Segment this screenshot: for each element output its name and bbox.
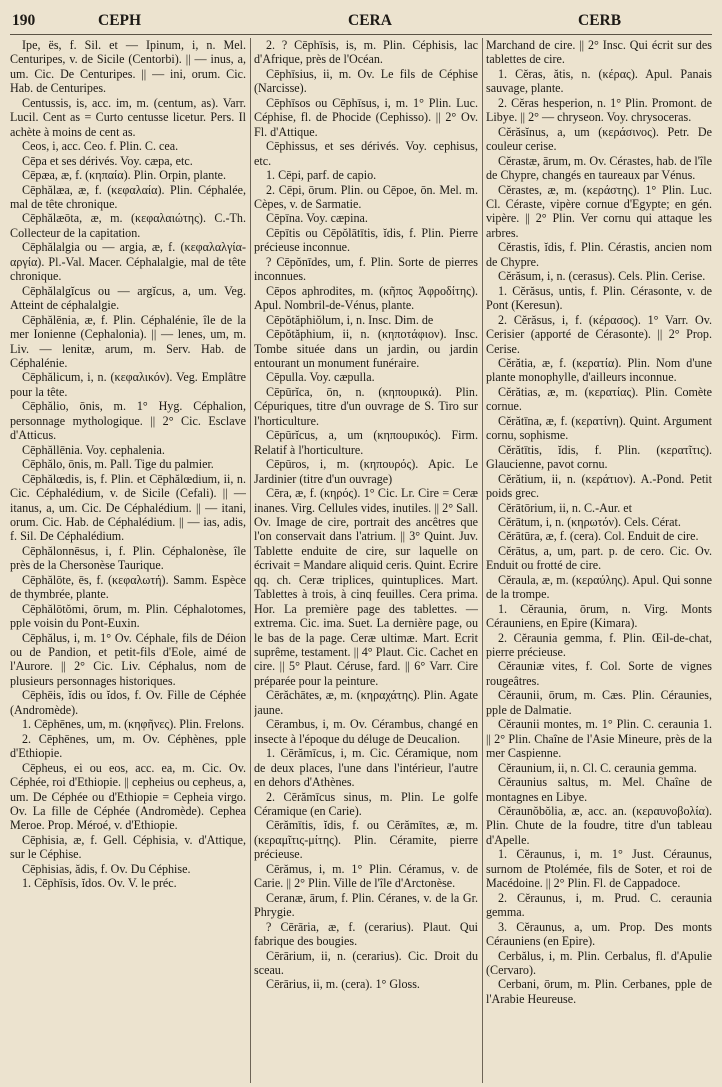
dictionary-entry: Cĕrātus, a, um, part. p. de cero. Cic. Ov. Enduit ou frotté de cire. [486,543,712,573]
dictionary-entry: Cĕraunius saltus, m. Mel. Chaîne de montagnes en Libye. [486,775,712,804]
dictionary-entry: 2. ? Cēphīsis, is, m. Plin. Céphisis, lac d'Afrique, près de l'Océan. [254,38,478,67]
column-divider [482,38,483,1083]
dictionary-entry: Cĕrauniæ vites, f. Col. Sorte de vignes rougeâtres. [486,659,712,688]
column-left [10,38,246,1083]
dictionary-entry: Cērămītis, ĭdis, f. ou Cērămītes, æ, m. (κεραμῖτις-μίτης). Plin. Céramite, pierre précieuse. [254,818,478,862]
column-divider [250,38,251,1083]
dictionary-entry: Cēphălēnia, æ, f. Plin. Céphalénie, île de la mer Ionienne (Cephalonia). || — lenes, um, m. Liv. — lenitæ, arum, m. Serv. Hab. de Céphalénie. [10,312,246,370]
dictionary-entry: Ceranæ, ārum, f. Plin. Céranes, v. de la Gr. Phrygie. [254,890,478,920]
dictionary-entry: Cēpheus, ei ou eos, acc. ea, m. Cic. Ov. Céphée, roi d'Ethiopie. || cepheius ou cepheus, a, um. De Céphée ou d'Ethiopie = Cepheia virgo. Ov. La fille de Céphée (Andromède). Cephea Meroe. Prop. Méroé, v. d'Ethiopie. [10,760,246,833]
dictionary-entry: Cēpīna. Voy. cæpina. [266,211,368,226]
dictionary-entry: Cēpūros, i, m. (κηπουρός). Apic. Le Jardinier (titre d'un ouvrage) [254,457,478,486]
dictionary-entry: Cēpulla. Voy. cæpulla. [266,370,375,385]
dictionary-entry: Cerbălus, i, m. Plin. Cerbalus, fl. d'Apulie (Cervaro). [486,948,712,977]
dictionary-entry: 3. Cĕraunus, a, um. Prop. Des monts Cérauniens (en Epire). [486,919,712,949]
dictionary-entry: Cēpūrĭcus, a, um (κηπουρικός). Firm. Relatif à l'horticulture. [254,428,478,457]
dictionary-entry: 1. Cēphīsis, ĭdos. Ov. V. le préc. [22,876,177,891]
dictionary-entry: Cĕraunium, ii, n. Cl. C. ceraunia gemma. [498,760,697,775]
dictionary-entry: Cērārium, ii, n. (cerarius). Cic. Droit du sceau. [254,948,478,977]
dictionary-entry: Cēphălonnēsus, i, f. Plin. Céphalonèse, île près de la Chersonèse Taurique. [10,543,246,573]
dictionary-entry: Centussis, is, acc. im, m. (centum, as). Varr. Lucil. Cent as = Curto centusse licetur. Pers. Il achète à moins de cent as. [10,95,246,139]
dictionary-entry: Cēphīsos ou Cēphīsus, i, m. 1° Plin. Luc. Céphise, fl. de Phocide (Cephisso). || 2° Ov. Fl. d'Attique. [254,95,478,139]
dictionary-entry: Cēphisias, ădis, f. Ov. Du Céphise. [22,861,191,876]
dictionary-entry: Cērambus, i, m. Ov. Cérambus, changé en insecte à l'époque du déluge de Deucalion. [254,717,478,746]
dictionary-entry: Cēphălōte, ēs, f. (κεφαλωτή). Samm. Espèce de thymbrée, plante. [10,572,246,602]
dictionary-entry: Cēphălus, i, m. 1° Ov. Céphale, fils de Déion ou de Pandion, et petit-fils d'Eole, aimé de l'Aurore. || 2° Cic. Liv. Céphalus, nom de plusieurs personnages historiques. [10,630,246,688]
dictionary-entry: Cēpŏtăphiŏlum, i, n. Insc. Dim. de [266,312,434,327]
dictionary-entry: 1. Cĕraunus, i, m. 1° Just. Céraunus, surnom de Ptolémée, fils de Soter, et roi de Macédoine. || 2° Plin. Fl. de Cappadoce. [486,847,712,891]
dictionary-entry: 1. Cēphēnes, um, m. (κηφῆνες). Plin. Frelons. [22,717,245,732]
dictionary-entry: 2. Cĕraunia gemma, f. Plin. Œil-de-chat, pierre précieuse. [486,630,712,660]
dictionary-entry: ? Cēpŏnīdes, um, f. Plin. Sorte de pierres inconnues. [254,254,478,284]
dictionary-entry: Cērăchātes, æ, m. (κηραχάτης). Plin. Agate jaune. [254,688,478,717]
dictionary-entry: Cēpæa, æ, f. (κηπαία). Plin. Orpin, plante. [22,168,227,183]
dictionary-entry: Cēpa et ses dérivés. Voy. cæpa, etc. [22,153,193,168]
dictionary-entry: Cĕrăsĭnus, a, um (κεράσινος). Petr. De couleur cerise. [486,124,712,154]
dictionary-entry: Cerbani, ōrum, m. Plin. Cerbanes, pple de l'Arabie Heureuse. [486,977,712,1006]
column-center [254,38,478,1083]
dictionary-entry: 1. Cĕraunia, ōrum, n. Virg. Monts Cérauniens, en Epire (Kimara). [486,601,712,631]
guide-word-left: CEPH [98,12,142,29]
dictionary-entry: Cēphălæa, æ, f. (κεφαλαία). Plin. Céphalée, mal de tête chronique. [10,182,246,211]
dictionary-entry: Cēpŏtăphium, ii, n. (κηποτάφιον). Insc. Tombe située dans un jardin, ou jardin entourant un monument funéraire. [254,327,478,370]
dictionary-entry: Cĕrastis, ĭdis, f. Plin. Cérastis, ancien nom de Chypre. [486,240,712,269]
guide-word-right: CERB [578,12,622,29]
dictionary-entry: Cĕrātūra, æ, f. (cera). Col. Enduit de cire. [498,529,699,544]
dictionary-entry: 2. Cĕrăsus, i, f. (κέρασος). 1° Varr. Ov. Cerisier (apporté de Cérasonte). || 2° Prop. Cerise. [486,312,712,356]
dictionary-entry: Cēphēis, ĭdis ou ĭdos, f. Ov. Fille de Céphée (Andromède). [10,688,246,717]
page-number: 190 [12,12,36,29]
dictionary-entry: Cēphīsius, ii, m. Ov. Le fils de Céphise (Narcisse). [254,66,478,96]
dictionary-entry: Cēphălicum, i, n. (κεφαλικόν). Veg. Emplâtre pour la tête. [10,370,246,399]
dictionary-entry: Cĕrastes, æ, m. (κεράστης). 1° Plin. Luc. Cl. Céraste, vipère cornue d'Egypte; en gén. vipère. || 2° Plin. Ver cornu qui attaque les arbres. [486,182,712,240]
running-header [10,8,712,34]
dictionary-entry: 2. Cĕras hesperion, n. 1° Plin. Promont. de Libye. || 2° — chryseon. Voy. chrysoceras. [486,95,712,125]
dictionary-entry: 2. Cēpi, ōrum. Plin. ou Cēpoe, ōn. Mel. m. Cèpes, v. de Sarmatie. [254,182,478,211]
dictionary-entry: Cĕrătītis, ĭdis, f. Plin. (κερατῖτις). Glaucienne, pavot cornu. [486,442,712,472]
dictionary-entry: 1. Cēpi, parf. de capio. [266,168,377,183]
column-right [486,38,712,1083]
dictionary-entry: Cĕrăsum, i, n. (cerasus). Cels. Plin. Cerise. [498,269,706,284]
header-rule [10,34,712,35]
columns [10,38,712,1083]
dictionary-entry: Cĕraunii montes, m. 1° Plin. C. ceraunia 1. || 2° Plin. Chaîne de l'Asie Mineure, près de la mer Caspienne. [486,717,712,761]
dictionary-entry: Cēpītis ou Cēpŏlātītis, ĭdis, f. Plin. Pierre précieuse inconnue. [254,225,478,255]
guide-word-center: CERA [348,12,392,29]
dictionary-entry: Cĕrastæ, ārum, m. Ov. Cérastes, hab. de l'île de Chypre, changés en taureaux par Vénus. [486,153,712,183]
dictionary-entry: Cēphălōtŏmi, ōrum, m. Plin. Céphalotomes, pple voisin du Pont-Euxin. [10,601,246,631]
dictionary-entry: Cĕraula, æ, m. (κεραύλης). Apul. Qui sonne de la trompe. [486,572,712,602]
dictionary-entry: Cēphăllēnia. Voy. cephalenia. [22,442,165,457]
dictionary-entry: Cēphălo, ōnis, m. Pall. Tige du palmier. [22,457,214,472]
dictionary-entry: Cĕrātōrium, ii, n. C.-Aur. et [498,500,633,515]
dictionary-entry: Ipe, ës, f. Sil. et — Ipinum, i, n. Mel. Centuripes, v. de Sicile (Centorbi). || — inus, a, um. Cic. De Centuripes. || — ini, orum. Cic. Hab. de Centuripes. [10,38,246,96]
dictionary-entry: ? Cērāria, æ, f. (cerarius). Plaut. Qui fabrique des bougies. [254,919,478,949]
dictionary-entry: Cēphisia, æ, f. Gell. Céphisia, v. d'Attique, sur le Céphise. [10,832,246,862]
dictionary-entry: Cĕraunŏbŏlia, æ, acc. an. (κεραυνοβολία). Plin. Chute de la foudre, titre d'un tableau d'Apelle. [486,804,712,847]
dictionary-entry: Cēphissus, et ses dérivés. Voy. cephisus, etc. [254,139,478,168]
dictionary-entry: Cĕrătia, æ, f. (κερατία). Plin. Nom d'une plante monophylle, d'ailleurs inconnue. [486,355,712,385]
dictionary-entry: Marchand de cire. || 2° Insc. Qui écrit sur des tablettes de cire. [486,38,712,67]
dictionary-entry: Cĕrătium, ii, n. (κεράτιον). A.-Pond. Petit poids grec. [486,471,712,501]
dictionary-entry: Cēra, æ, f. (κηρός). 1° Cic. Lr. Cire = Ceræ inanes. Virg. Cellules vides, inutiles. || 2° Sall. Ov. Image de cire, portrait des ancêtres que l'on conservait dans l'atrium. || 3° Quint. Juv. Tablette enduite de cire, sur laquelle on écrivait = Mandare aliquid ceris. Quint. Ecrire qq. ch. Ceræ triplices, quintuplices. Mart. Tablettes à trois, à cinq feuilles. Cera prima. Hor. La première page des tablettes. — extrema. Cic. ima. Suet. La dernière page, ou le bas de la page. Ceræ ultimæ. Mart. Ecrit suprême, testament. || 4° Plaut. Cic. Cachet en cire. || 5° Plaut. Céruse, fard. || 6° Varr. Cire préparée pour la peinture. [254,486,478,688]
dictionary-entry: 2. Cĕraunus, i, m. Prud. C. ceraunia gemma. [486,890,712,920]
dictionary-entry: Cēphălæōta, æ, m. (κεφαλαιώτης). C.-Th. Collecteur de la capitation. [10,211,246,240]
dictionary-entry: 1. Cĕrăsus, untis, f. Plin. Cérasonte, v. de Pont (Keresun). [486,283,712,313]
dictionary-entry: Cēphălœdis, is, f. Plin. et Cēphălœdium, ii, n. Cic. Céphalédium, v. de Sicile (Cefali). || — itanus, a, um. Cic. De Céphalédium. || — itani, orum. Cic. Hab. de Céphalédium. || — ias, adis, f. Sil. De Céphalédium. [10,471,246,544]
dictionary-entry: Cēpūrĭca, ōn, n. (κηπουρικά). Plin. Cépuriques, titre d'un ouvrage de S. Tiro sur l'horticulture. [254,384,478,428]
dictionary-entry: 1. Cērămīcus, i, m. Cic. Céramique, nom de deux places, l'une dans l'intérieur, l'autre en dehors d'Athènes. [254,746,478,790]
dictionary-entry: Ceos, i, acc. Ceo. f. Plin. C. cea. [22,139,179,154]
dictionary-entry: Cĕrătīna, æ, f. (κερατίνη). Quint. Argument cornu, sophisme. [486,413,712,443]
dictionary-entry: Cĕrătias, æ, m. (κερατίας). Plin. Comète cornue. [486,384,712,414]
dictionary-entry: 2. Cērămīcus sinus, m. Plin. Le golfe Céramique (en Carie). [254,789,478,819]
dictionary-entry: 1. Cĕras, ătis, n. (κέρας). Apul. Panais sauvage, plante. [486,66,712,96]
dictionary-entry: Cērārius, ii, m. (cera). 1° Gloss. [266,977,420,992]
dictionary-entry: Cēphălalgia ou — argia, æ, f. (κεφαλαλγία-αργία). Pl.-Val. Macer. Céphalalgie, mal de tête chronique. [10,240,246,284]
dictionary-entry: Cēpos aphrodites, m. (κῆπος Ἀφροδίτης). Apul. Nombril-de-Vénus, plante. [254,283,478,313]
dictionary-entry: Cēphălalgĭcus ou — argĭcus, a, um. Veg. Atteint de céphalalgie. [10,283,246,313]
dictionary-entry: 2. Cēphēnes, um, m. Ov. Céphènes, pple d'Ethiopie. [10,731,246,761]
dictionary-entry: Cĕrātum, i, n. (κηρωτόν). Cels. Cérat. [498,514,681,529]
dictionary-entry: Cēphălio, ōnis, m. 1° Hyg. Céphalion, personnage mythologique. || 2° Cic. Esclave d'Atticus. [10,399,246,443]
dictionary-entry: Cĕraunii, ōrum, m. Cæs. Plin. Céraunies, pple de Dalmatie. [486,688,712,717]
dictionary-entry: Cērămus, i, m. 1° Plin. Céramus, v. de Carie. || 2° Plin. Ville de l'île d'Arctonèse. [254,861,478,891]
